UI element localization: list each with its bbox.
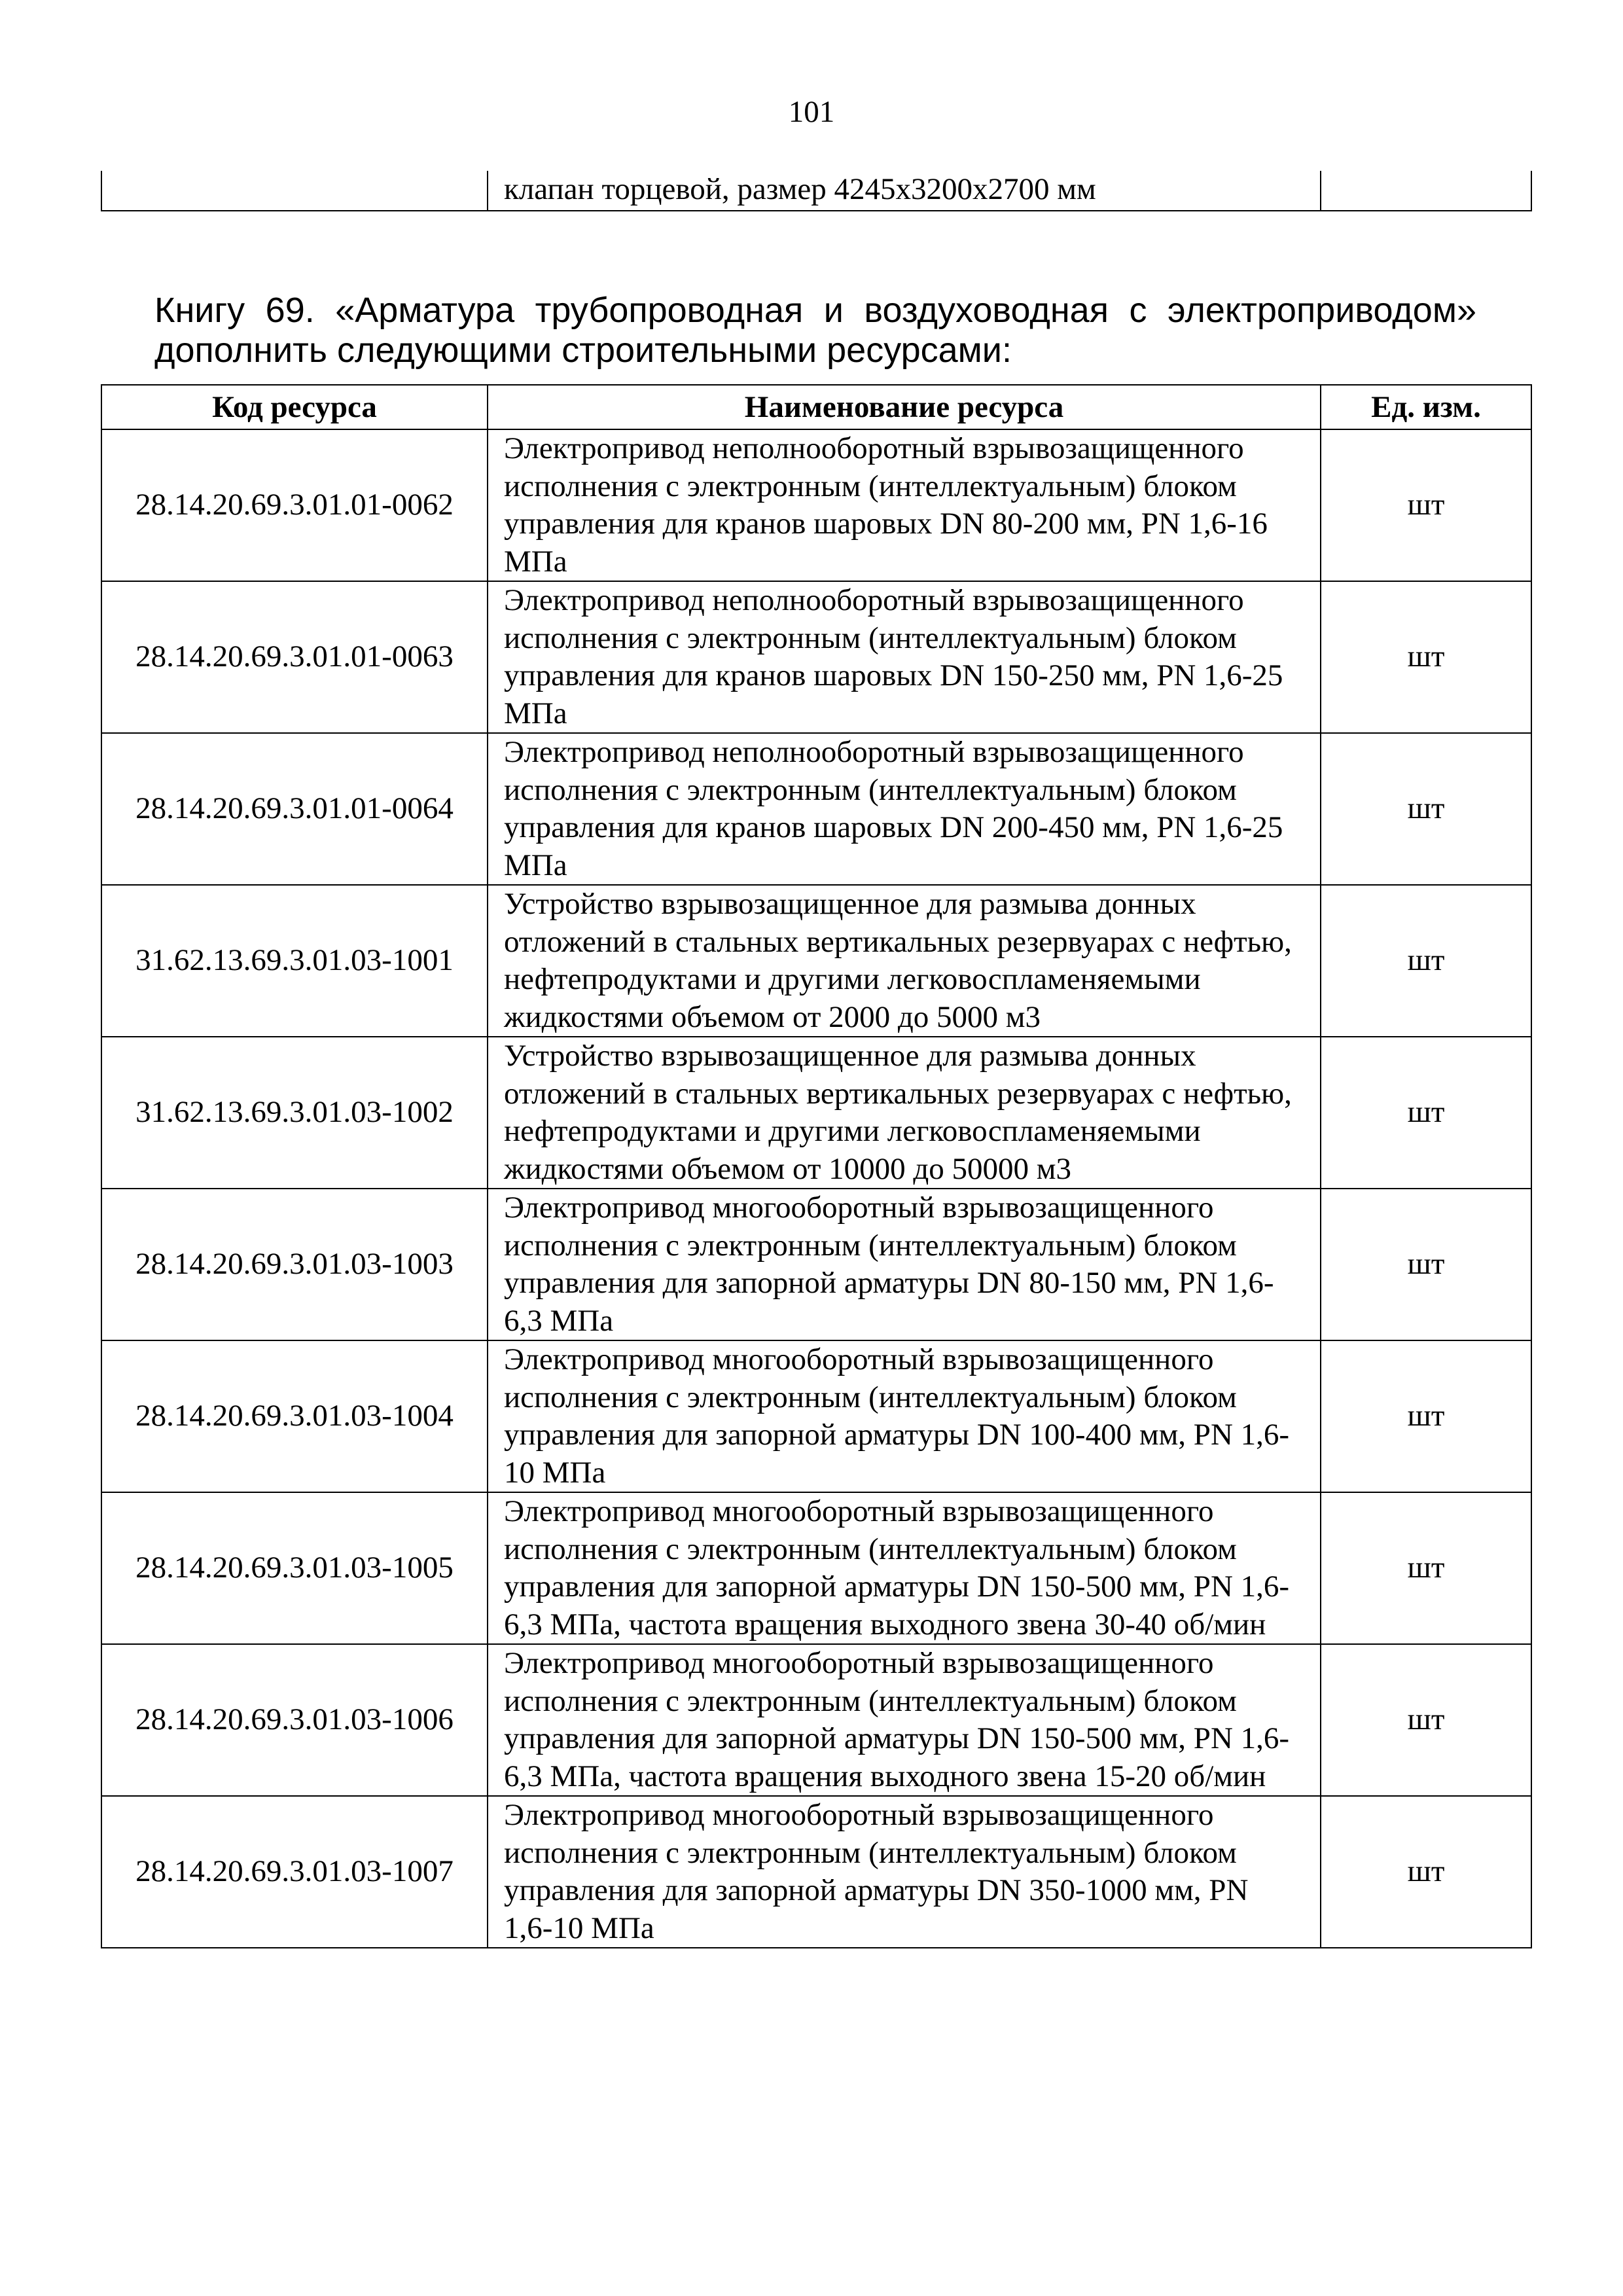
resource-code: 31.62.13.69.3.01.03-1001 [101,885,488,1037]
resource-code: 28.14.20.69.3.01.03-1005 [101,1492,488,1644]
resources-table [101,384,1532,1948]
resource-name: Электропривод многооборотный взрывозащищенного исполнения с электронным (интеллектуальным) блоком управления для запорной арматуры DN 350-1000 мм, PN 1,6-10 МПа [488,1796,1321,1948]
resource-code: 31.62.13.69.3.01.03-1002 [101,1037,488,1189]
resource-name: Электропривод многооборотный взрывозащищенного исполнения с электронным (интеллектуальным) блоком управления для запорной арматуры DN 100-400 мм, PN 1,6-10 МПа [488,1340,1321,1492]
resource-name: Электропривод многооборотный взрывозащищенного исполнения с электронным (интеллектуальным) блоком управления для запорной арматуры DN 150-500 мм, PN 1,6-6,3 МПа, частота вращения выходного звена 15-20 об/мин [488,1644,1321,1796]
table-row [101,1037,1531,1189]
resource-code: 28.14.20.69.3.01.01-0062 [101,429,488,581]
resource-code: 28.14.20.69.3.01.01-0064 [101,733,488,885]
continuation-name-cell: клапан торцевой, размер 4245х3200х2700 мм [488,171,1321,211]
resource-unit: шт [1321,1340,1531,1492]
resource-unit: шт [1321,1189,1531,1340]
resource-unit: шт [1321,1492,1531,1644]
table-row [101,1340,1531,1492]
resource-name: Электропривод неполнооборотный взрывозащищенного исполнения с электронным (интеллектуальным) блоком управления для кранов шаровых DN 150-250 мм, PN 1,6-25 МПа [488,581,1321,733]
table-header-row [101,385,1531,429]
resource-code: 28.14.20.69.3.01.03-1006 [101,1644,488,1796]
resource-name: Устройство взрывозащищенное для размыва донных отложений в стальных вертикальных резервуарах с нефтью, нефтепродуктами и другими легковоспламеняемыми жидкостями объемом от 10000 до 50000 м3 [488,1037,1321,1189]
resource-code: 28.14.20.69.3.01.03-1007 [101,1796,488,1948]
continuation-code-cell [101,171,488,211]
resource-name: Электропривод неполнооборотный взрывозащищенного исполнения с электронным (интеллектуальным) блоком управления для кранов шаровых DN 200-450 мм, PN 1,6-25 МПа [488,733,1321,885]
resource-name: Электропривод неполнооборотный взрывозащищенного исполнения с электронным (интеллектуальным) блоком управления для кранов шаровых DN 80-200 мм, PN 1,6-16 МПа [488,429,1321,581]
table-row [101,1189,1531,1340]
header-name: Наименование ресурса [488,385,1321,429]
page-number: 101 [788,95,835,129]
continuation-unit-cell [1321,171,1531,211]
resource-code: 28.14.20.69.3.01.03-1003 [101,1189,488,1340]
continuation-table [101,171,1532,211]
resource-unit: шт [1321,581,1531,733]
table-row [101,885,1531,1037]
resource-unit: шт [1321,733,1531,885]
resource-code: 28.14.20.69.3.01.03-1004 [101,1340,488,1492]
header-unit: Ед. изм. [1321,385,1531,429]
table-row [101,1796,1531,1948]
resource-code: 28.14.20.69.3.01.01-0063 [101,581,488,733]
resource-unit: шт [1321,1644,1531,1796]
table-row [101,1492,1531,1644]
table-row [101,581,1531,733]
table-row [101,1644,1531,1796]
header-code: Код ресурса [101,385,488,429]
continuation-row [101,171,1531,211]
resource-name: Устройство взрывозащищенное для размыва донных отложений в стальных вертикальных резервуарах с нефтью, нефтепродуктами и другими легковоспламеняемыми жидкостями объемом от 2000 до 5000 м3 [488,885,1321,1037]
resource-name: Электропривод многооборотный взрывозащищенного исполнения с электронным (интеллектуальным) блоком управления для запорной арматуры DN 150-500 мм, PN 1,6-6,3 МПа, частота вращения выходного звена 30-40 об/мин [488,1492,1321,1644]
resource-unit: шт [1321,429,1531,581]
intro-paragraph: Книгу 69. «Арматура трубопроводная и воздуховодная с электроприводом» дополнить следующими строительными ресурсами: [154,291,1476,370]
resource-name: Электропривод многооборотный взрывозащищенного исполнения с электронным (интеллектуальным) блоком управления для запорной арматуры DN 80-150 мм, PN 1,6-6,3 МПа [488,1189,1321,1340]
table-row [101,429,1531,581]
table-row [101,733,1531,885]
resource-unit: шт [1321,1796,1531,1948]
resource-unit: шт [1321,1037,1531,1189]
resource-unit: шт [1321,885,1531,1037]
